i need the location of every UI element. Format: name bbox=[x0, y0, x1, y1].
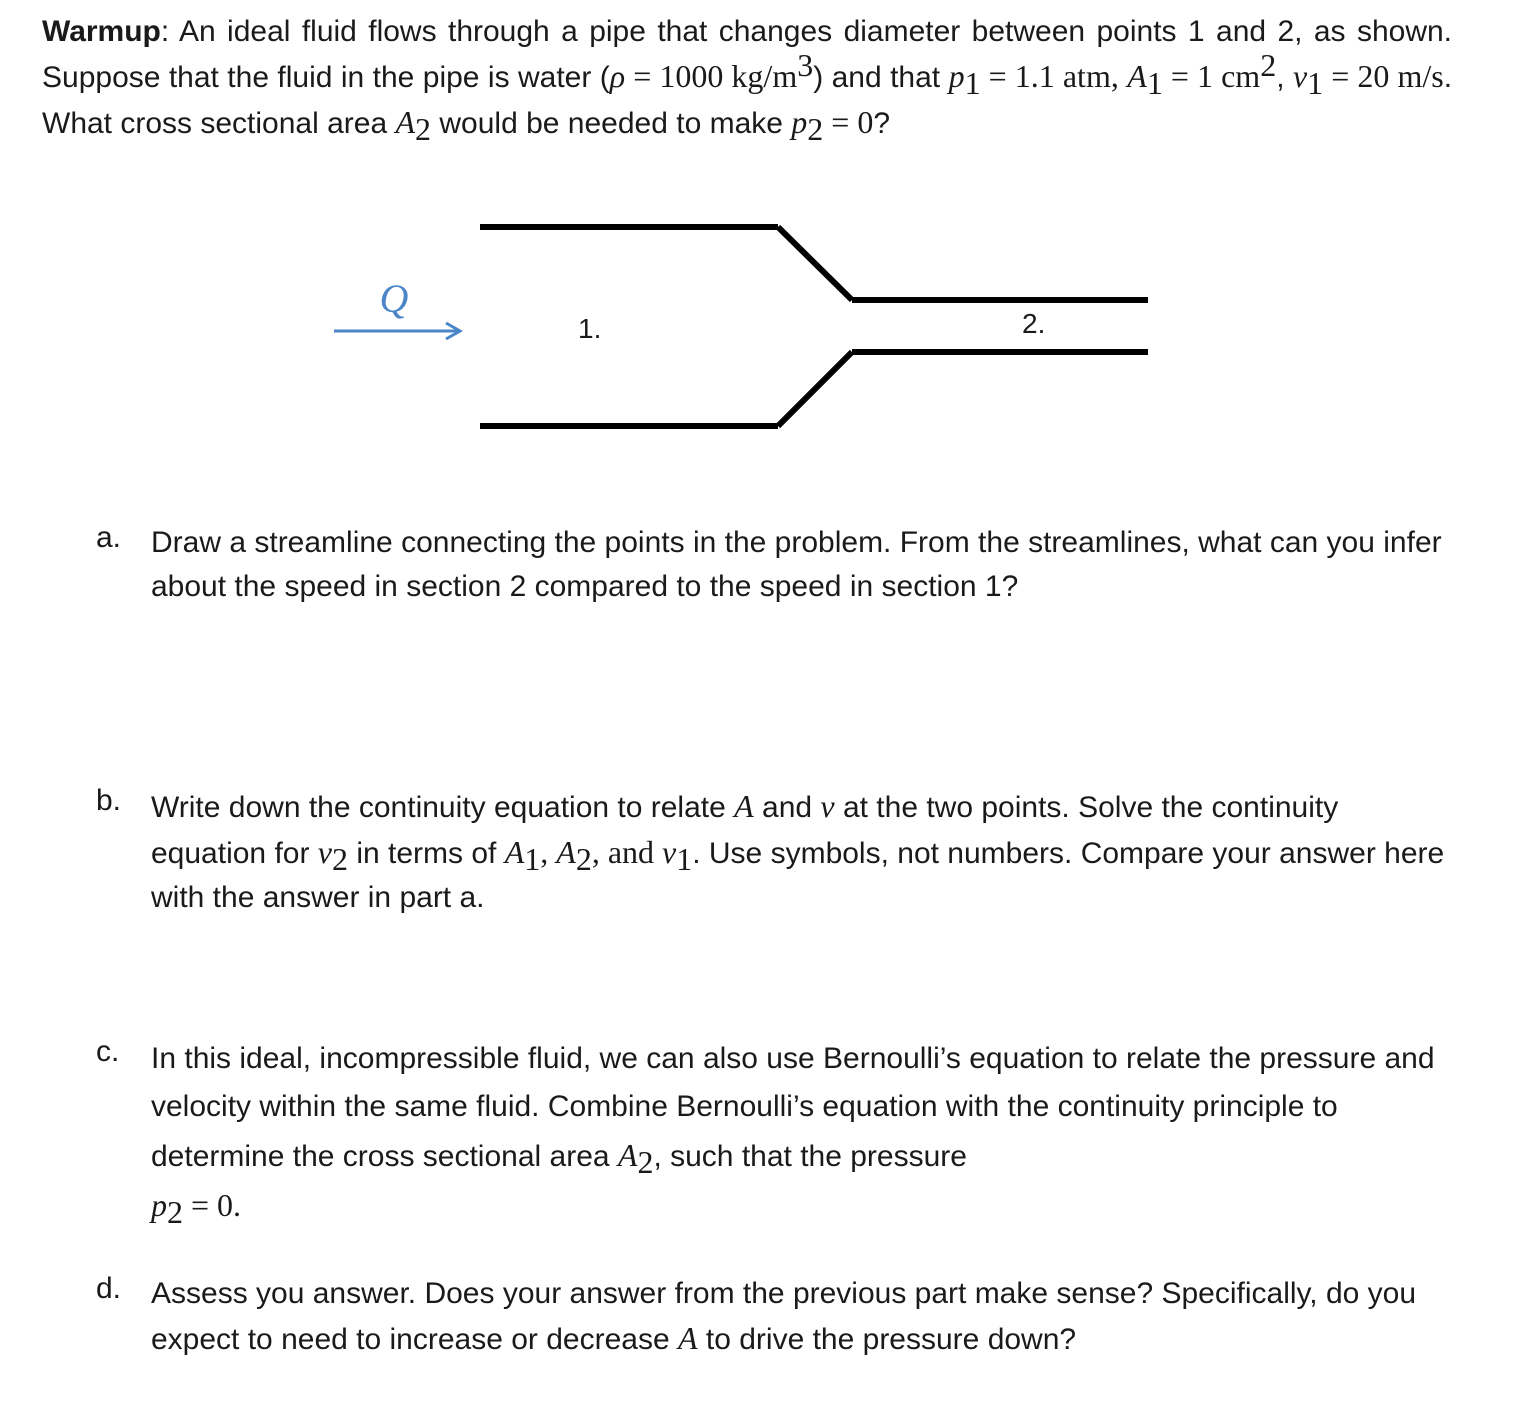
sub-2: 2 bbox=[415, 111, 432, 147]
p2-value: = 0 bbox=[823, 104, 874, 140]
sub-1: 1 bbox=[676, 841, 693, 877]
a-symbol: A bbox=[504, 834, 525, 870]
part-b bbox=[96, 784, 1456, 920]
part-d bbox=[96, 1272, 1456, 1362]
point-1-label: 1. bbox=[578, 313, 602, 344]
warmup-heading: Warmup bbox=[42, 15, 161, 48]
part-a-text: Draw a streamline connecting the points in the problem. From the streamlines, what can you infer about the speed in section 2 compared to the speed in section 1? bbox=[151, 526, 1442, 603]
exp-2: 2 bbox=[1260, 47, 1277, 83]
intro-text: ) and that bbox=[813, 61, 949, 94]
point-2-label: 2. bbox=[1022, 308, 1046, 339]
exp-3: 3 bbox=[797, 47, 814, 83]
a1-value: = 1 cm bbox=[1162, 58, 1261, 94]
sub-2: 2 bbox=[807, 111, 824, 147]
part-c-letter: c. bbox=[96, 1035, 120, 1068]
pipe-diagram bbox=[0, 200, 1534, 460]
intro-text: . What cross sectional area bbox=[42, 61, 1453, 140]
v1-value: = 20 m/s bbox=[1323, 58, 1444, 94]
text: in terms of bbox=[348, 837, 505, 870]
a-symbol: A bbox=[556, 834, 576, 870]
p-symbol: p bbox=[791, 104, 808, 140]
a-symbol: A bbox=[1127, 58, 1147, 94]
text: Write down the continuity equation to relate bbox=[151, 791, 735, 824]
equals: = bbox=[625, 58, 660, 94]
v-symbol: v bbox=[820, 788, 835, 824]
v-symbol: v bbox=[662, 834, 677, 870]
a-symbol: A bbox=[617, 1137, 638, 1173]
part-b-letter: b. bbox=[96, 784, 122, 817]
text: Assess you answer. Does your answer from the previous part make sense? Specifically, do you expect to need to increase or decrease bbox=[151, 1277, 1417, 1356]
sub-2: 2 bbox=[575, 841, 592, 877]
sub-1: 1 bbox=[524, 841, 541, 877]
text: at the two points. Solve the continuity equation for bbox=[151, 791, 1339, 870]
part-a-letter: a. bbox=[96, 521, 122, 554]
a-symbol: A bbox=[734, 788, 754, 824]
p-symbol: p bbox=[948, 58, 965, 94]
sub-2: 2 bbox=[332, 841, 348, 877]
question-mark: ? bbox=[873, 107, 891, 140]
v-symbol: v bbox=[1292, 58, 1308, 94]
part-d-text bbox=[151, 1272, 1456, 1362]
part-c-text bbox=[151, 1035, 1456, 1231]
sub-2: 2 bbox=[167, 1194, 183, 1230]
period: . bbox=[233, 1187, 242, 1223]
text: In this ideal, incompressible fluid, we can also use Bernoulli’s equation to relate the pressure and velocity within the same fluid. Combine Bernoulli’s equation with the continuity principle to determine the cross sectional area bbox=[151, 1042, 1435, 1173]
text: . Use symbols, not numbers. Compare your answer here with the answer in part a. bbox=[151, 837, 1445, 914]
density-value: 1000 kg/m bbox=[659, 58, 798, 94]
rho-symbol: ρ bbox=[609, 58, 626, 94]
comma: , bbox=[1276, 61, 1293, 94]
intro-text: would be needed to make bbox=[431, 107, 792, 140]
a-symbol: A bbox=[678, 1320, 698, 1356]
flow-label: Q bbox=[379, 276, 409, 321]
v-symbol: v bbox=[317, 834, 332, 870]
text: , and bbox=[591, 834, 663, 870]
p2-value: = 0 bbox=[183, 1187, 234, 1223]
pipe-top-taper bbox=[778, 227, 852, 300]
a-symbol: A bbox=[395, 104, 416, 140]
pipe-bottom-taper bbox=[778, 352, 852, 426]
text: and bbox=[753, 791, 821, 824]
p-symbol: p bbox=[151, 1187, 167, 1223]
sub-1: 1 bbox=[1146, 65, 1163, 101]
sub-2: 2 bbox=[637, 1144, 654, 1180]
part-c bbox=[96, 1035, 1456, 1231]
part-b-text bbox=[151, 784, 1456, 920]
p1-value: = 1.1 atm, bbox=[980, 58, 1119, 94]
sub-1: 1 bbox=[964, 65, 981, 101]
comma: , bbox=[540, 834, 557, 870]
part-d-letter: d. bbox=[96, 1272, 122, 1305]
problem-statement bbox=[42, 10, 1452, 146]
intro-text: : An ideal fluid flows through a pipe that changes diameter between points 1 and 2, as shown. Suppose that the fluid in the pipe is water ( bbox=[42, 15, 1452, 94]
text: , such that the pressure bbox=[653, 1140, 967, 1173]
part-a bbox=[96, 521, 1456, 609]
text: to drive the pressure down? bbox=[697, 1323, 1077, 1356]
sub-1: 1 bbox=[1307, 65, 1324, 101]
